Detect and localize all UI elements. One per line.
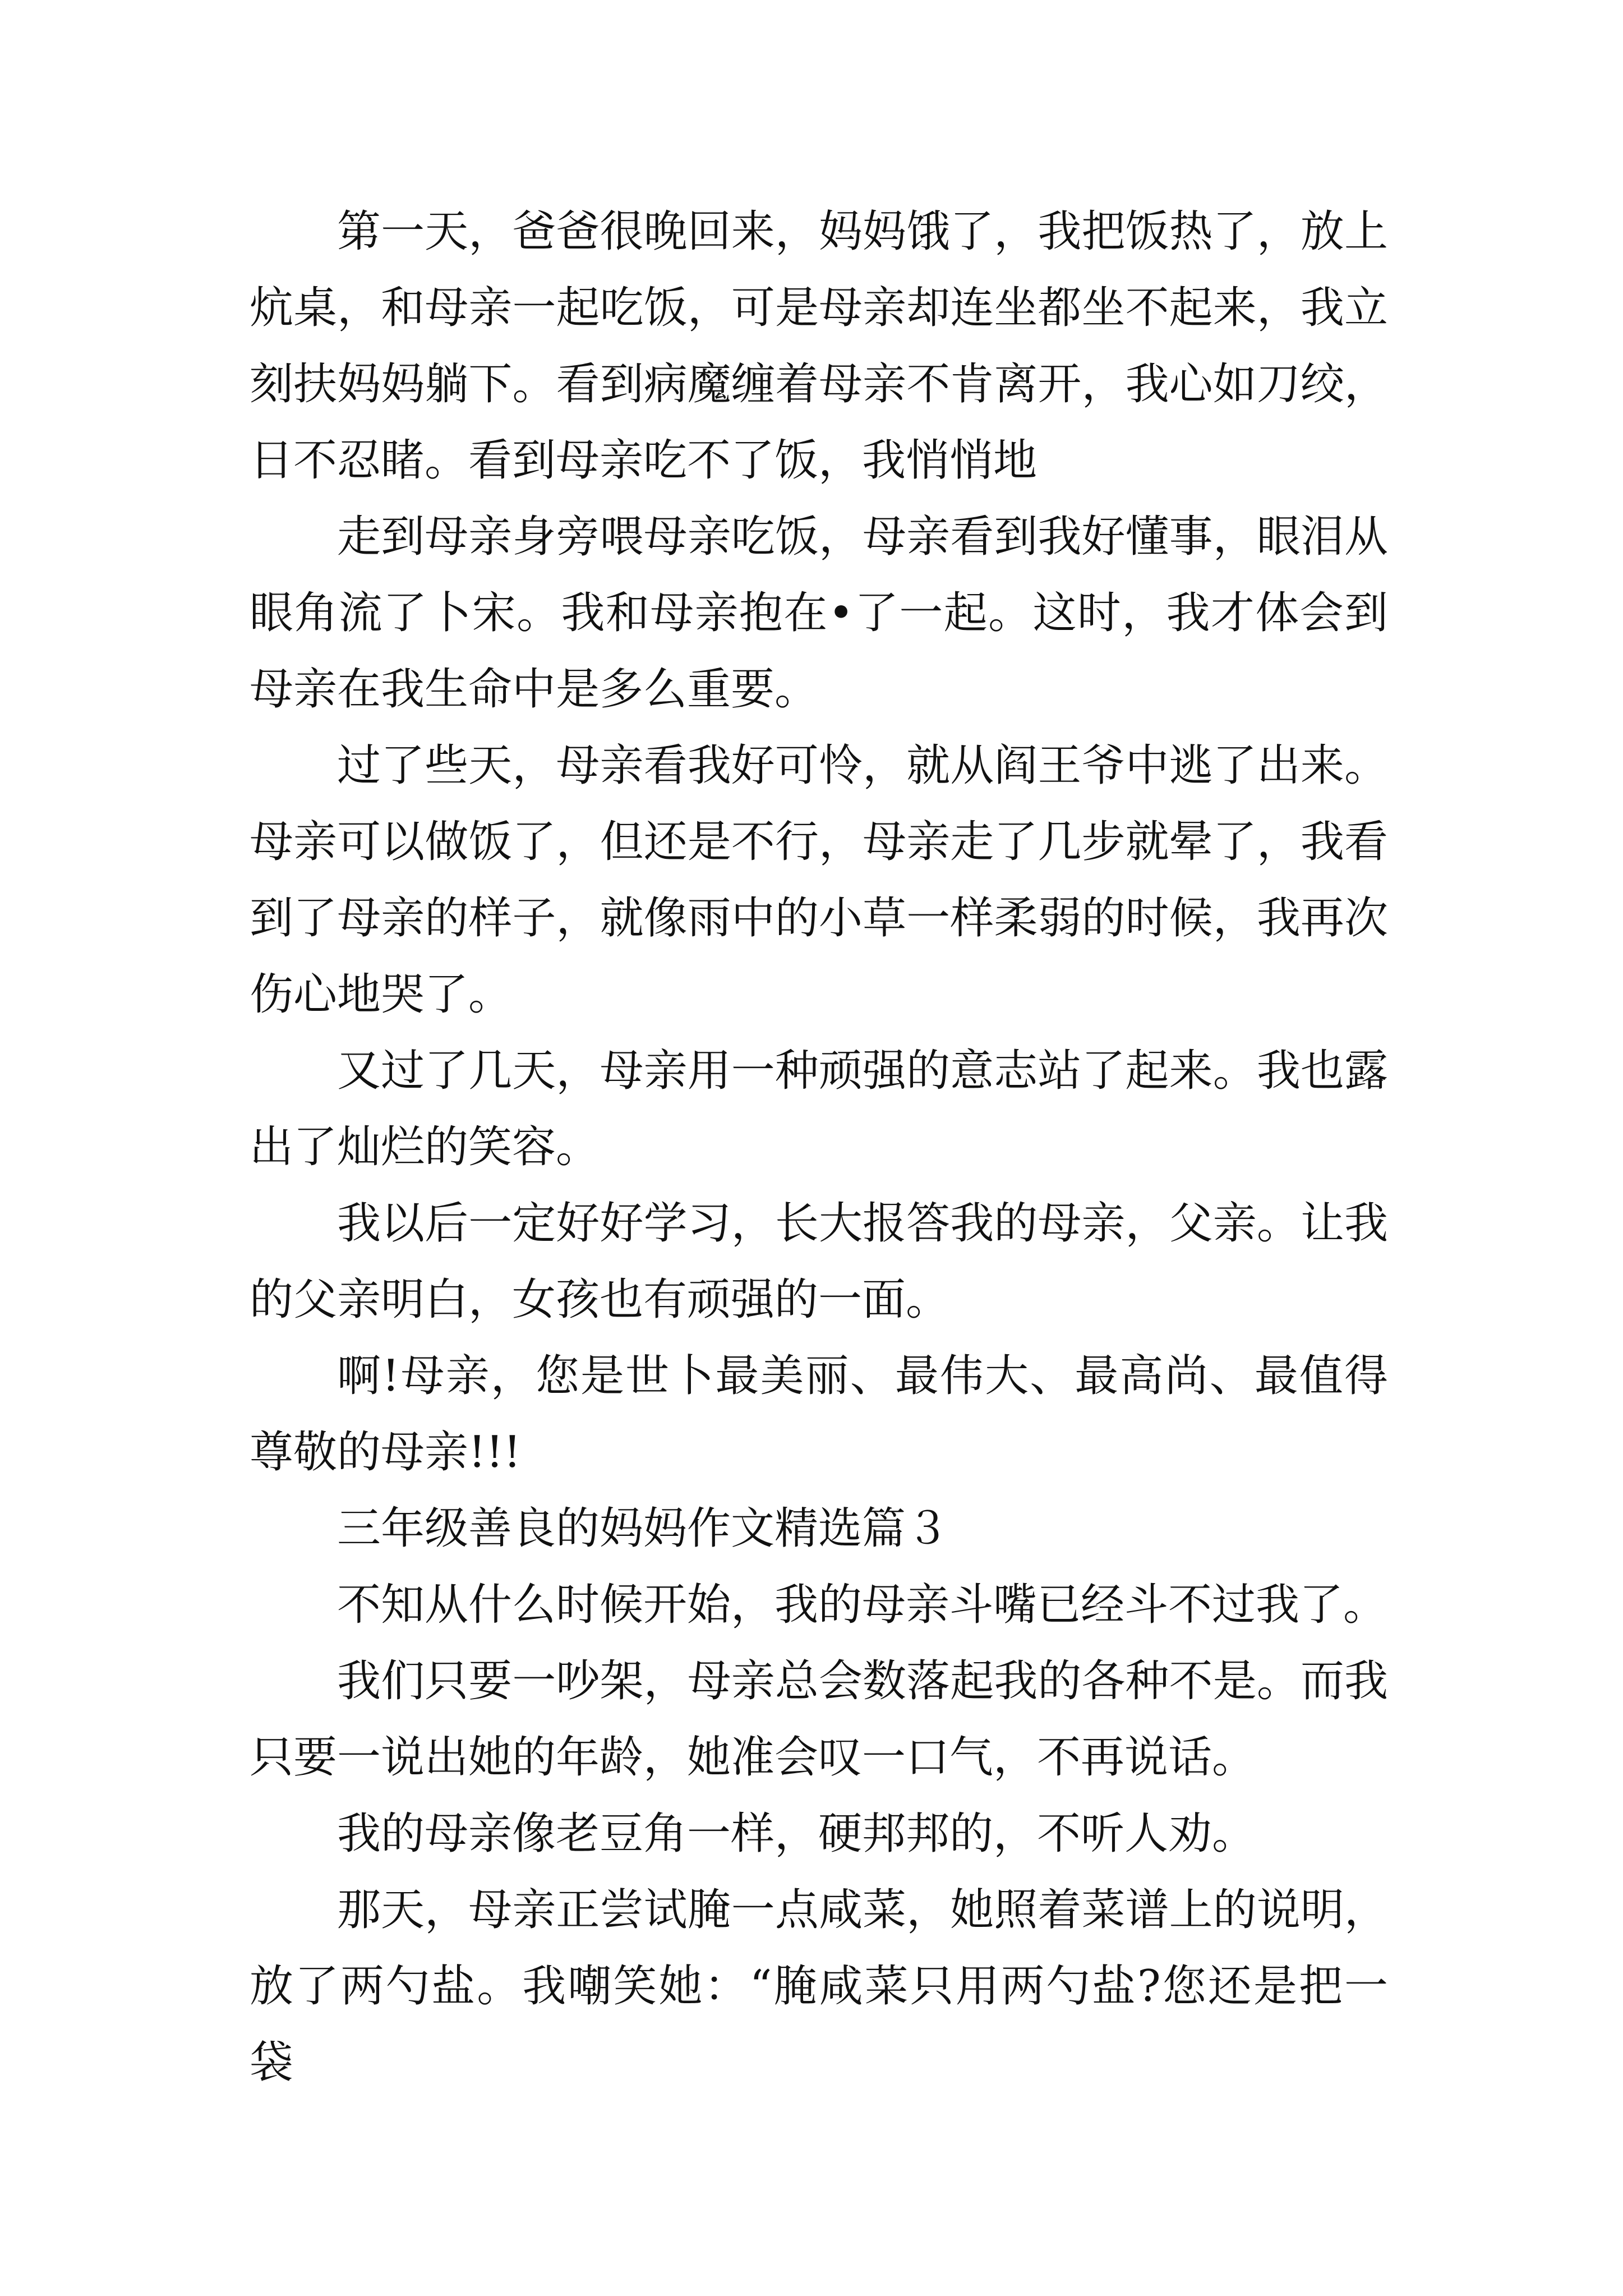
paragraph-10: 那天，母亲正尝试腌一点咸菜，她照着菜谱上的说明，放了两勺盐。我嘲笑她：“腌咸菜只用两勺盐?您还是把一袋	[250, 1885, 1388, 2088]
paragraph-4: 又过了几天，母亲用一种顽强的意志站了起来。我也露出了灿烂的笑容。	[250, 1046, 1388, 1172]
paragraph-6: 啊!母亲，您是世卜最美丽、最伟大、最高尚、最值得尊敬的母亲!!!	[250, 1351, 1388, 1478]
section-title: 三年级善良的妈妈作文精选篇３	[337, 1503, 950, 1554]
paragraph-9: 我的母亲像老豆角一样，硬邦邦的，不听人劝。	[337, 1809, 1256, 1859]
paragraph-3: 过了些天，母亲看我好可怜，就从阎王爷中逃了出来。母亲可以做饭了，但还是不行，母亲走了几步就晕了，我看到了母亲的样子，就像雨中的小草一样柔弱的时候，我再次伤心地哭了。	[250, 740, 1388, 1020]
paragraph-8: 我们只要一吵架，母亲总会数落起我的各种不是。而我只要一说出她的年龄，她准会叹一口气，不再说话。	[250, 1656, 1388, 1783]
essay-body	[250, 194, 1388, 2101]
paragraph-2: 走到母亲身旁喂母亲吃饭，母亲看到我好懂事，眼泪从眼角流了卜宋。我和母亲抱在•了一起。这时，我才体会到母亲在我生命中是多么重要。	[250, 512, 1388, 715]
paragraph-1: 第一天，爸爸很晚回来，妈妈饿了，我把饭热了，放上炕桌，和母亲一起吃饭，可是母亲却连坐都坐不起来，我立刻扶妈妈躺下。看到病魔缠着母亲不肯离开，我心如刀绞，日不忍睹。看到母亲吃不了饭，我悄悄地	[250, 206, 1388, 486]
paragraph-5: 我以后一定好好学习，长大报答我的母亲，父亲。让我的父亲明白，女孩也有顽强的一面。	[250, 1198, 1388, 1325]
paragraph-7: 不知从什么时候开始，我的母亲斗嘴已经斗不过我了。	[337, 1580, 1387, 1630]
